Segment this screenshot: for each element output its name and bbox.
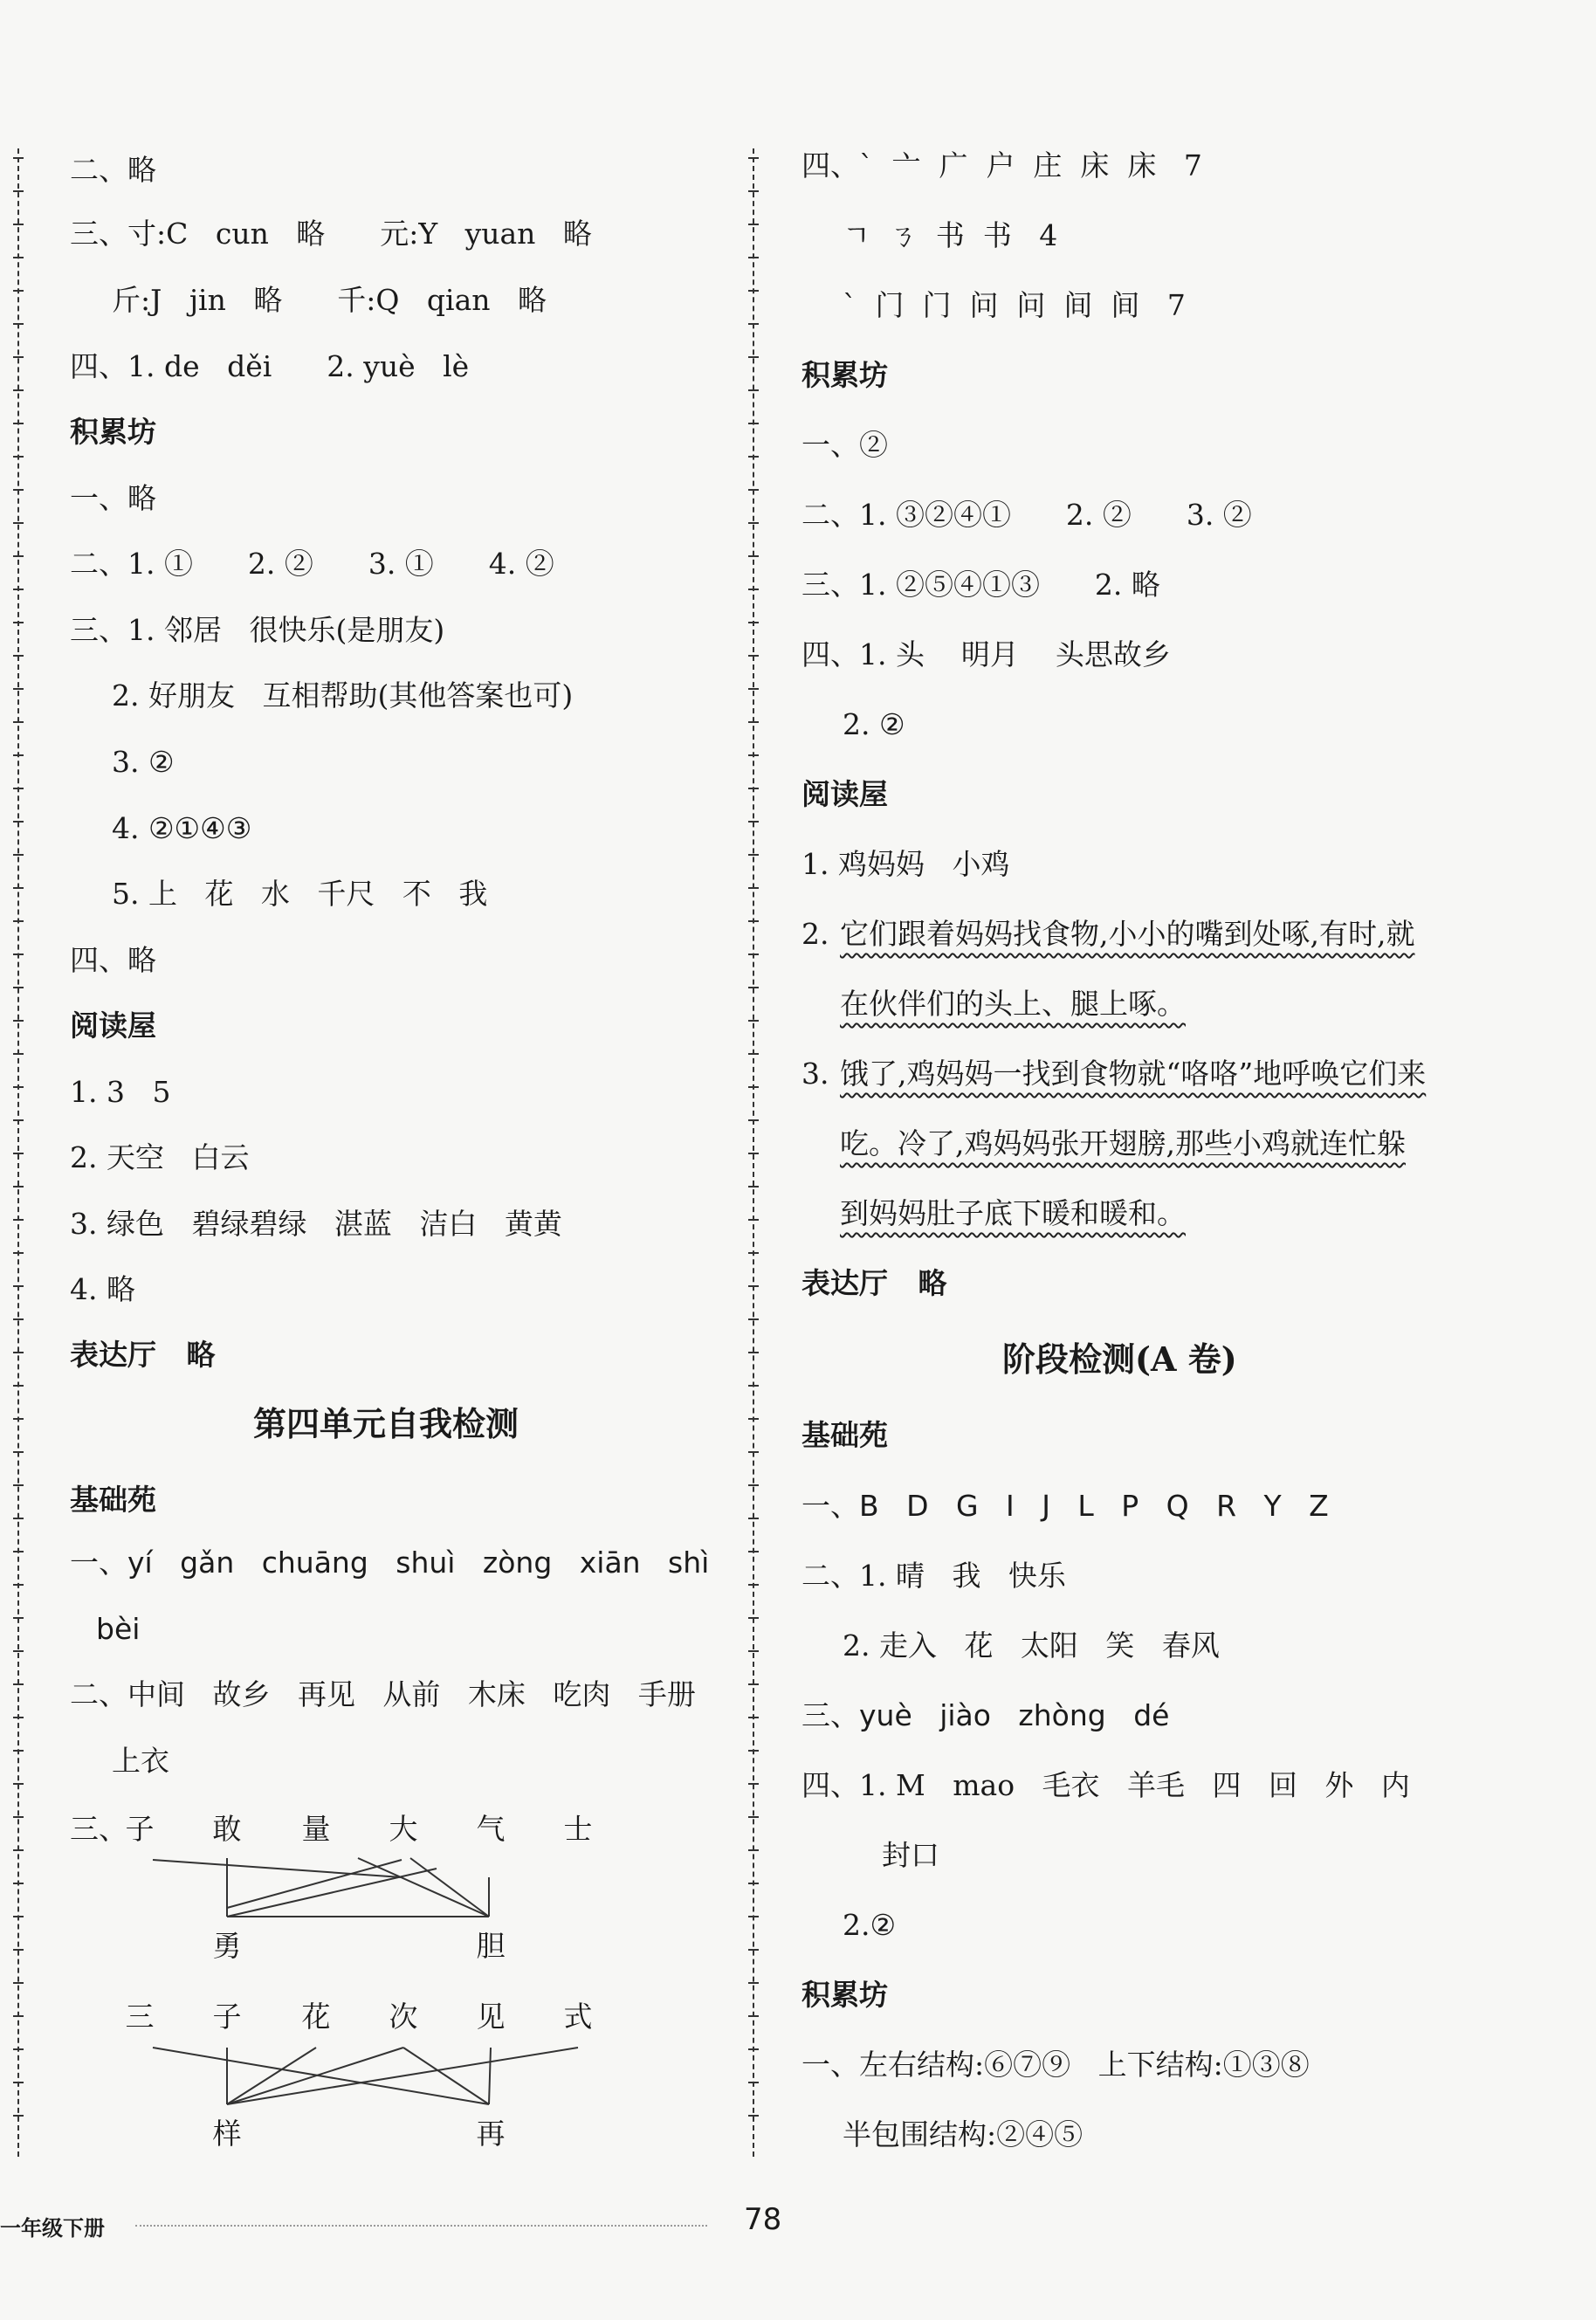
margin-tick (13, 1849, 24, 1851)
margin-tick (748, 1949, 759, 1951)
margin-tick (13, 1484, 24, 1486)
margin-tick (13, 323, 24, 325)
margin-tick (748, 1352, 759, 1353)
left-line-9: 2. 好朋友 互相帮助(其他答案也可) (112, 678, 574, 713)
match-line (227, 2048, 403, 2104)
margin-tick (748, 1551, 759, 1552)
left-line-13: 四、略 (70, 943, 156, 977)
margin-tick (13, 589, 24, 590)
match1-top-char: 士 (563, 1812, 593, 1846)
margin-tick (748, 821, 759, 823)
margin-tick (13, 1982, 24, 1984)
match2-top-char: 见 (476, 2000, 506, 2034)
margin-tick (748, 1252, 759, 1254)
match2-top-char: 三 (125, 2000, 155, 2034)
match2-top-char: 花 (301, 2000, 331, 2034)
stage-test-title: 阶段检测(A 卷) (1002, 1339, 1237, 1379)
right-line-24: 封口 (882, 1838, 939, 1872)
margin-tick (13, 1418, 24, 1420)
left-line-2: 三、寸:C cun 略 元:Y yuan 略 (70, 217, 592, 251)
margin-tick (748, 2048, 759, 2050)
footer-dotted-rule (135, 2225, 707, 2227)
margin-tick (13, 1053, 24, 1055)
left-line-22: bèi (96, 1612, 141, 1646)
margin-tick (13, 1717, 24, 1718)
section-heading-yuedu: 阅读屋 (70, 1009, 156, 1043)
margin-tick (748, 1451, 759, 1453)
unit-test-title: 第四单元自我检测 (253, 1404, 519, 1443)
left-line-1: 二、略 (70, 153, 156, 187)
right-line-13: 在伙伴们的头上、腿上啄。 (840, 987, 1186, 1021)
right-line-15: 吃。冷了,鸡妈妈张开翅膀,那些小鸡就连忙躲 (840, 1126, 1406, 1160)
margin-tick (13, 1186, 24, 1188)
margin-tick (748, 1617, 759, 1619)
right-line-28: 半包围结构:②④⑤ (843, 2117, 1083, 2151)
margin-tick (13, 2115, 24, 2117)
match-line (153, 2048, 489, 2104)
right-line-8: 四、1. 头 明月 头思故乡 (801, 637, 1171, 671)
margin-tick (13, 953, 24, 955)
margin-tick (13, 1750, 24, 1752)
margin-tick (748, 754, 759, 756)
margin-tick (13, 1086, 24, 1088)
margin-tick (748, 1020, 759, 1022)
left-line-17: 3. 绿色 碧绿碧绿 湛蓝 洁白 黄黄 (70, 1207, 562, 1241)
margin-tick (748, 1153, 759, 1154)
margin-tick (13, 1385, 24, 1387)
margin-tick (748, 854, 759, 856)
margin-tick (13, 423, 24, 424)
margin-tick (13, 1153, 24, 1154)
margin-tick (748, 721, 759, 723)
margin-tick (13, 754, 24, 756)
match1-top-char: 量 (301, 1812, 331, 1846)
margin-tick (748, 1816, 759, 1818)
margin-tick (748, 1717, 759, 1718)
left-line-7: 二、1. ① 2. ② 3. ① 4. ② (70, 547, 554, 581)
right-line-6: 二、1. ③②④① 2. ② 3. ② (801, 498, 1252, 532)
page-number: 78 (744, 2202, 782, 2237)
margin-tick (13, 157, 24, 159)
right-line-20: 二、1. 晴 我 快乐 (801, 1559, 1066, 1593)
match-line (403, 2048, 489, 2104)
match-line (153, 1860, 402, 1877)
margin-tick (748, 323, 759, 325)
left-line-19: 表达厅 略 (70, 1338, 216, 1372)
left-line-23: 二、中间 故乡 再见 从前 木床 吃肉 手册 (70, 1677, 696, 1711)
match-line (227, 2048, 316, 2104)
margin-tick (13, 489, 24, 491)
match1-bottom-char: 胆 (476, 1929, 506, 1963)
margin-tick (748, 1385, 759, 1387)
right-line-27: 一、左右结构:⑥⑦⑨ 上下结构:①③⑧ (801, 2048, 1310, 2082)
margin-tick (748, 2115, 759, 2117)
margin-tick (748, 1219, 759, 1221)
margin-tick (748, 2015, 759, 2017)
margin-tick (748, 2082, 759, 2083)
margin-tick (748, 1418, 759, 1420)
match1-top-char: 敢 (212, 1812, 242, 1846)
margin-tick (13, 1617, 24, 1619)
margin-tick (748, 190, 759, 192)
margin-tick (13, 920, 24, 922)
right-line-14-num: 3. (801, 1057, 829, 1091)
margin-tick (13, 290, 24, 292)
margin-tick (13, 224, 24, 225)
match-line (227, 2048, 578, 2104)
section-heading-jileifang-3: 积累坊 (801, 1978, 888, 2012)
match-exercise-1 (0, 0, 751, 2320)
left-line-10: 3. ② (112, 745, 175, 779)
margin-tick (13, 1219, 24, 1221)
margin-tick (748, 622, 759, 623)
margin-tick (13, 522, 24, 524)
section-heading-jileifang-2: 积累坊 (801, 358, 888, 392)
right-line-1: 四、` 亠 广 户 庄 床 床 7 (801, 148, 1202, 182)
left-line-6: 一、略 (70, 481, 156, 515)
right-line-2: ㄱ ㄋ 书 书 4 (843, 218, 1058, 252)
margin-tick (13, 788, 24, 789)
margin-tick (748, 290, 759, 292)
margin-tick (748, 555, 759, 557)
margin-tick (748, 1186, 759, 1188)
right-line-5: 一、② (801, 428, 888, 462)
match1-top-char: 子 (125, 1812, 155, 1846)
margin-tick (13, 1119, 24, 1121)
margin-tick (748, 1119, 759, 1121)
margin-tick (748, 522, 759, 524)
match1-bottom-char: 勇 (212, 1929, 242, 1963)
margin-tick (748, 1650, 759, 1652)
left-line-24: 上衣 (112, 1744, 169, 1778)
right-line-23: 四、1. M mao 毛衣 羊毛 四 回 外 内 (801, 1768, 1410, 1802)
margin-tick (13, 456, 24, 458)
left-line-12: 5. 上 花 水 千尺 不 我 (112, 877, 488, 911)
right-line-22: 三、yuè jiào zhòng dé (801, 1698, 1170, 1732)
match-line (489, 2048, 491, 2104)
margin-tick (13, 1883, 24, 1884)
match2-top-char: 式 (563, 2000, 593, 2034)
section-heading-jichu-2: 基础苑 (801, 1418, 888, 1452)
left-line-21: 一、yí gǎn chuāng shuì zòng xiān shì (70, 1546, 710, 1580)
match1-top-char: 气 (476, 1812, 506, 1846)
margin-tick (748, 887, 759, 889)
margin-tick (13, 1650, 24, 1652)
match2-top-char: 子 (212, 2000, 242, 2034)
match-prefix: 三、 (70, 1812, 127, 1846)
right-line-16: 到妈妈肚子底下暖和暖和。 (840, 1196, 1186, 1230)
left-line-11: 4. ②①④③ (112, 811, 252, 845)
margin-tick (748, 1750, 759, 1752)
margin-tick (13, 688, 24, 690)
margin-tick (13, 356, 24, 358)
margin-tick (748, 456, 759, 458)
margin-tick (748, 423, 759, 424)
margin-tick (748, 1086, 759, 1088)
margin-tick (748, 1849, 759, 1851)
margin-tick (13, 555, 24, 557)
footer-grade-label: 一年级下册 (0, 2216, 105, 2241)
margin-tick (748, 1783, 759, 1785)
margin-tick (748, 1484, 759, 1486)
margin-tick (13, 622, 24, 623)
match2-bottom-char: 样 (212, 2117, 242, 2151)
section-heading-jileifang: 积累坊 (70, 415, 156, 449)
right-line-12: 它们跟着妈妈找食物,小小的嘴到处啄,有时,就 (840, 917, 1415, 951)
margin-tick (748, 1584, 759, 1586)
left-line-4: 四、1. de děi 2. yuè lè (70, 349, 470, 383)
margin-tick (748, 788, 759, 789)
margin-tick (748, 688, 759, 690)
margin-tick (748, 1916, 759, 1917)
match1-top-char: 大 (389, 1812, 418, 1846)
right-line-12-num: 2. (801, 917, 829, 951)
margin-tick (13, 1816, 24, 1818)
margin-tick (748, 356, 759, 358)
margin-tick (748, 1982, 759, 1984)
margin-tick (748, 920, 759, 922)
margin-tick (13, 1318, 24, 1320)
section-heading-jichu: 基础苑 (70, 1483, 156, 1517)
margin-tick (748, 1683, 759, 1685)
margin-tick (748, 257, 759, 258)
margin-tick (748, 1053, 759, 1055)
match2-bottom-char: 再 (476, 2117, 506, 2151)
margin-tick (13, 257, 24, 258)
margin-tick (748, 1883, 759, 1884)
margin-tick (13, 1551, 24, 1552)
margin-tick (748, 655, 759, 657)
margin-tick (13, 821, 24, 823)
margin-tick (13, 887, 24, 889)
margin-tick (748, 987, 759, 988)
margin-tick (13, 1783, 24, 1785)
right-line-9: 2. ② (843, 707, 905, 741)
left-line-3: 斤:J jin 略 千:Q qian 略 (112, 283, 547, 317)
left-line-16: 2. 天空 白云 (70, 1140, 250, 1174)
margin-tick (13, 1584, 24, 1586)
left-line-8: 三、1. 邻居 很快乐(是朋友) (70, 613, 445, 647)
margin-tick (13, 2048, 24, 2050)
right-line-17: 表达厅 略 (801, 1266, 947, 1300)
right-line-11: 1. 鸡妈妈 小鸡 (801, 847, 1010, 881)
margin-tick (748, 1285, 759, 1287)
right-line-3: ` 门 门 问 问 间 间 7 (843, 288, 1186, 322)
margin-tick (13, 2015, 24, 2017)
margin-tick (13, 1949, 24, 1951)
margin-tick (748, 389, 759, 391)
right-line-21: 2. 走入 花 太阳 笑 春风 (843, 1628, 1220, 1663)
left-line-15: 1. 3 5 (70, 1075, 171, 1109)
margin-tick (13, 1020, 24, 1022)
margin-tick (13, 987, 24, 988)
right-line-7: 三、1. ②⑤④①③ 2. 略 (801, 568, 1160, 602)
margin-tick (13, 2082, 24, 2083)
margin-tick (748, 489, 759, 491)
margin-tick (13, 1683, 24, 1685)
margin-tick (13, 1518, 24, 1519)
left-line-18: 4. 略 (70, 1272, 135, 1306)
margin-tick (748, 1318, 759, 1320)
margin-tick (748, 589, 759, 590)
right-line-19: 一、B D G I J L P Q R Y Z (801, 1489, 1329, 1523)
margin-tick (748, 1518, 759, 1519)
margin-tick (13, 1916, 24, 1917)
margin-tick (13, 190, 24, 192)
margin-tick (13, 1252, 24, 1254)
margin-tick (13, 1451, 24, 1453)
right-line-25: 2.② (843, 1908, 897, 1942)
margin-tick (13, 854, 24, 856)
match2-top-char: 次 (389, 2000, 418, 2034)
margin-tick (13, 655, 24, 657)
right-line-14: 饿了,鸡妈妈一找到食物就“咯咯”地呼唤它们来 (840, 1057, 1427, 1091)
margin-tick (748, 157, 759, 159)
margin-tick (13, 1352, 24, 1353)
margin-tick (13, 721, 24, 723)
section-heading-yuedu-2: 阅读屋 (801, 777, 888, 811)
margin-tick (748, 953, 759, 955)
margin-tick (748, 224, 759, 225)
margin-tick (13, 1285, 24, 1287)
margin-tick (13, 389, 24, 391)
match-line (227, 1869, 437, 1917)
